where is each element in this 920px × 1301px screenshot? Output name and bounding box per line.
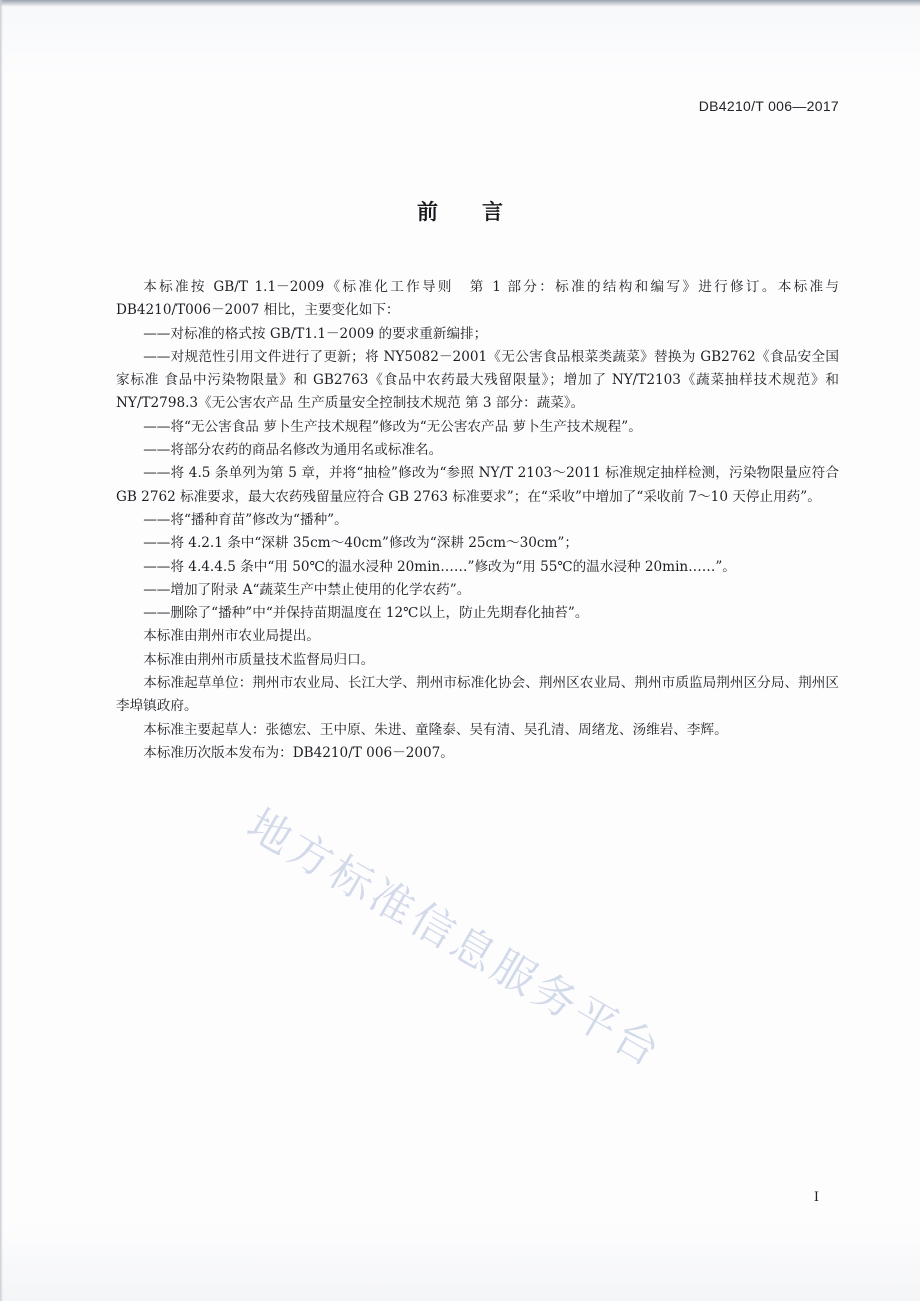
change-item: ——将 4.5 条单列为第 5 章，并将“抽检”修改为“参照 NY/T 2103～2011 标准规定抽样检测，污染物限量应符合 GB 2762 标准要求，最大农药残留量应符合 GB 2763 标准要求”；在“采收”中增加了“采收前 7～10 天停止用药”。	[116, 465, 839, 505]
change-item: ——将 4.4.4.5 条中“用 50℃的温水浸种 20min……”修改为“用 55℃的温水浸种 20min……”。	[143, 558, 736, 575]
change-item: ——对标准的格式按 GB/T1.1－2009 的要求重新编排；	[143, 325, 488, 342]
standard-code: DB4210/T 006—2017	[698, 98, 839, 114]
centralized-statement: 本标准由荆州市质量技术监督局归口。	[143, 651, 375, 668]
change-item: ——对规范性引用文件进行了更新；将 NY5082－2001《无公害食品根菜类蔬菜》替换为 GB2762《食品安全国家标准 食品中污染物限量》和 GB2763《食品中农药最大残留限量》；增加了 NY/T2103《蔬菜抽样技术规范》和 NY/T2798.3《无公害农产品 生产质量安全控制技术规范 第 3 部分：蔬菜》。	[116, 348, 839, 412]
change-item: ——删除了“播种”中“并保持苗期温度在 12℃以上，防止先期春化抽苔”。	[143, 605, 589, 622]
foreword-paragraph: 本标准按 GB/T 1.1－2009《标准化工作导则 第 1 部分：标准的结构和编写》进行修订。本标准与 DB4210/T006－2007 相比，主要变化如下：	[116, 279, 839, 319]
change-item: ——将“无公害食品 萝卜生产技术规程”修改为“无公害农产品 萝卜生产技术规程”。	[143, 418, 642, 435]
change-item: ——增加了附录 A“蔬菜生产中禁止使用的化学农药”。	[143, 581, 471, 598]
change-item: ——将 4.2.1 条中“深耕 35cm～40cm”修改为“深耕 25cm～30cm”；	[143, 535, 578, 552]
page-title: 前言	[417, 200, 547, 224]
scan-edge-top	[0, 0, 920, 6]
drafting-units: 本标准起草单位：荆州市农业局、长江大学、荆州市标准化协会、荆州区农业局、荆州市质监局荆州区分局、荆州区李埠镇政府。	[116, 675, 839, 715]
main-drafters: 本标准主要起草人：张德宏、王中原、朱进、童隆泰、吴有清、吴孔清、周绪龙、汤维岩、李辉。	[143, 721, 728, 738]
change-item: ——将部分农药的商品名修改为通用名或标准名。	[143, 442, 443, 459]
proposer-statement: 本标准由荆州市农业局提出。	[143, 628, 320, 645]
watermark: 地方标准信息服务平台	[238, 799, 671, 1079]
change-item: ——将“播种育苗”修改为“播种”。	[143, 511, 348, 528]
foreword-body	[116, 276, 839, 765]
page-number: I	[813, 1190, 819, 1205]
previous-editions: 本标准历次版本发布为：DB4210/T 006－2007。	[143, 744, 454, 761]
